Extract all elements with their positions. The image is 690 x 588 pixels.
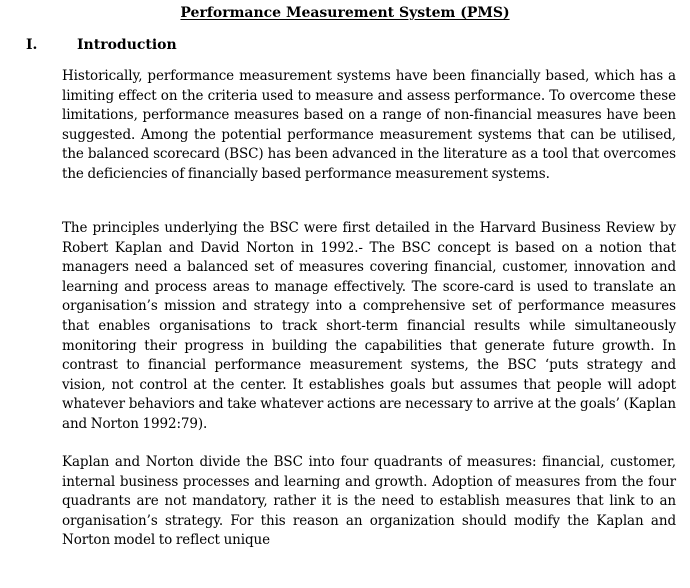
section-heading bbox=[0, 35, 690, 55]
paragraph-historical-context: Historically, performance measurement systems have been financially based, which has a limiting effect on the criteria used to measure and assess performance. To overcome these limitations, performance measures based on a range of non-financial measures have been suggested. Among the potential performance measurement systems that can be utilised, the balanced scorecard (BSC) has been advanced in the literature as a tool that overcomes the deficiencies of financially based performance measurement systems. bbox=[62, 68, 676, 182]
section-title: Introduction bbox=[77, 37, 177, 53]
paragraph-bsc-principles: The principles underlying the BSC were first detailed in the Harvard Business Review by Robert Kaplan and David Norton in 1992.- The BSC concept is based on a notion that managers need a balanced set of measures covering financial, customer, innovation and learning and process areas to manage effectively. The score-card is used to translate an organisation’s mission and strategy into a comprehensive set of performance measures that enables organisations to track short-term financial results while simultaneously monitoring their progress in building the capabilities that generate future growth. In contrast to financial performance measurement systems, the BSC ‘puts strategy and vision, not control at the center. It establishes goals but assumes that people will adopt whatever behaviors and take whatever actions are necessary to arrive at the goals’ (Kaplan and Norton 1992:79). bbox=[62, 220, 676, 432]
paragraph-bsc-quadrants: Kaplan and Norton divide the BSC into four quadrants of measures: financial, customer, internal business processes and learning and growth. Adoption of measures from the four quadrants are not mandatory, rather it is the need to establish measures that link to an organisation’s strategy. For this reason an organization should modify the Kaplan and Norton model to reflect unique bbox=[62, 454, 676, 549]
section-number: I. bbox=[26, 37, 38, 53]
document-title: Performance Measurement System (PMS) bbox=[180, 5, 510, 21]
